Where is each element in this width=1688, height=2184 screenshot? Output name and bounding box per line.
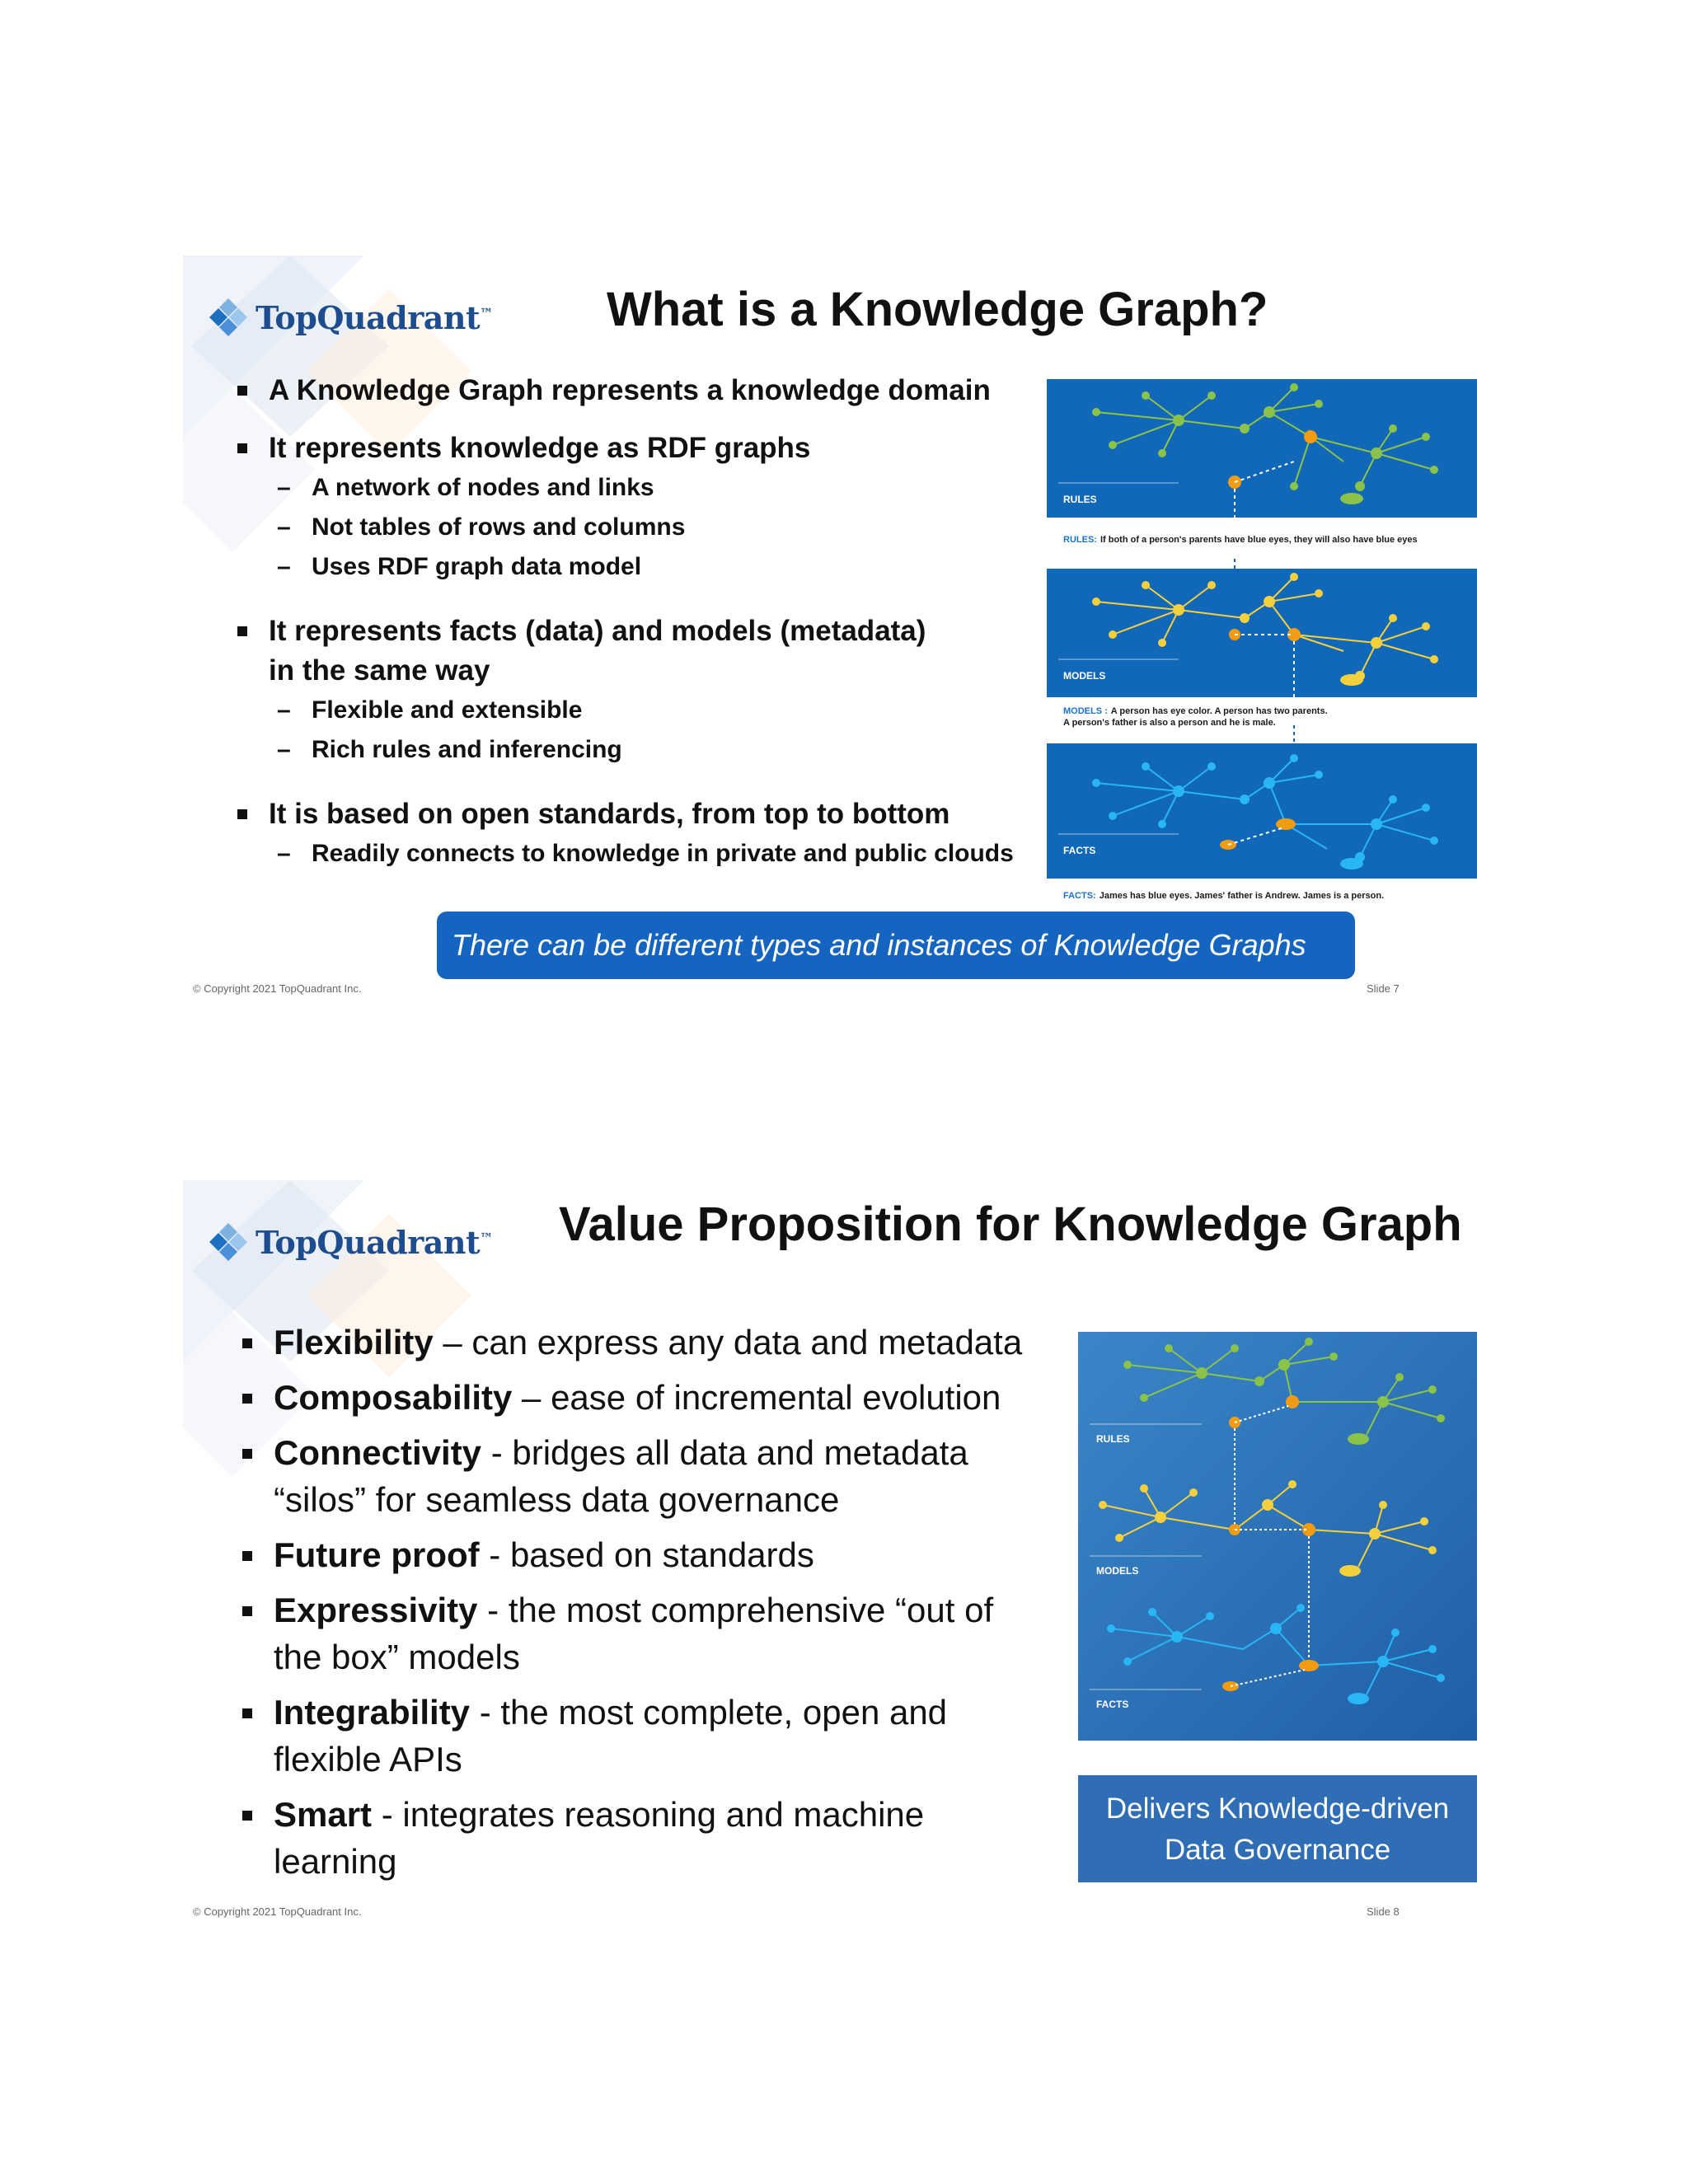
facts-label: FACTS	[1063, 845, 1096, 856]
models-label: MODELS	[1063, 670, 1106, 682]
bullet-item: It represents knowledge as RDF graphs	[232, 429, 1057, 468]
page-title: Value Proposition for Knowledge Graph	[559, 1197, 1462, 1251]
logo-diamond-icon	[206, 295, 251, 340]
value-bullet-item: Composability – ease of incremental evolution	[237, 1374, 1029, 1421]
rules-label: RULES	[1063, 494, 1097, 505]
delivers-line: Delivers Knowledge-driven	[1105, 1793, 1450, 1825]
value-bullet-item: Future proof - based on standards	[237, 1531, 1029, 1578]
delivers-line: Data Governance	[1164, 1834, 1391, 1866]
delivers-banner	[1078, 1775, 1477, 1882]
models-caption-line1: MODELS : A person has eye color. A person has two parents.	[1063, 706, 1328, 716]
value-bullet-item: Expressivity - the most comprehensive “out of the box” models	[237, 1586, 1029, 1680]
value-bullet-item: Integrability - the most complete, open and flexible APIs	[237, 1689, 1029, 1783]
slide-number: Slide 7	[1367, 982, 1400, 995]
logo-text: TopQuadrant™	[256, 1223, 493, 1261]
knowledge-graph-layers-diagram	[1047, 379, 1477, 903]
models-caption-line2: A person's father is also a person and he is male.	[1063, 718, 1276, 728]
models-label: MODELS	[1096, 1565, 1139, 1577]
sub-bullet-item: – Rich rules and inferencing	[232, 730, 1057, 770]
value-bullet-list	[237, 1319, 1029, 1893]
value-bullet-item: Flexibility – can express any data and metadata	[237, 1319, 1029, 1366]
bullet-list	[232, 371, 1057, 874]
page-title: What is a Knowledge Graph?	[607, 283, 1268, 336]
callout-banner: There can be different types and instances of Knowledge Graphs	[437, 912, 1355, 979]
sub-bullet-item: – Not tables of rows and columns	[232, 508, 1057, 547]
knowledge-graph-layers-diagram	[1078, 1332, 1477, 1741]
topquadrant-logo	[206, 295, 493, 340]
bullet-item: It is based on open standards, from top to bottom	[232, 794, 1057, 834]
bullet-line: It represents facts (data) and models (metadata)	[269, 615, 926, 647]
value-bullet-item: Connectivity - bridges all data and metadata “silos” for seamless data governance	[237, 1429, 1029, 1523]
bullet-item: A Knowledge Graph represents a knowledge domain	[232, 371, 1057, 410]
facts-label: FACTS	[1096, 1699, 1129, 1710]
sub-bullet-item: – A network of nodes and links	[232, 468, 1057, 508]
logo-diamond-icon	[206, 1220, 251, 1264]
bullet-item	[232, 612, 1057, 691]
facts-caption: FACTS: James has blue eyes. James' father is Andrew. James is a person.	[1063, 891, 1385, 901]
slide-8	[183, 1180, 1479, 1922]
slide-7	[183, 255, 1479, 997]
slide-number: Slide 8	[1367, 1905, 1400, 1918]
copyright: © Copyright 2021 TopQuadrant Inc.	[193, 982, 362, 995]
sub-bullet-item: – Readily connects to knowledge in private and public clouds	[232, 834, 1057, 874]
logo-text: TopQuadrant™	[256, 298, 493, 336]
bullet-line: in the same way	[269, 654, 490, 687]
sub-bullet-item: – Uses RDF graph data model	[232, 547, 1057, 587]
sub-bullet-item: – Flexible and extensible	[232, 691, 1057, 730]
topquadrant-logo	[206, 1220, 493, 1264]
rules-label: RULES	[1096, 1433, 1130, 1445]
value-bullet-item: Smart - integrates reasoning and machine learning	[237, 1791, 1029, 1885]
rules-caption: RULES: If both of a person's parents have blue eyes, they will also have blue eyes	[1063, 535, 1418, 545]
copyright: © Copyright 2021 TopQuadrant Inc.	[193, 1905, 362, 1918]
